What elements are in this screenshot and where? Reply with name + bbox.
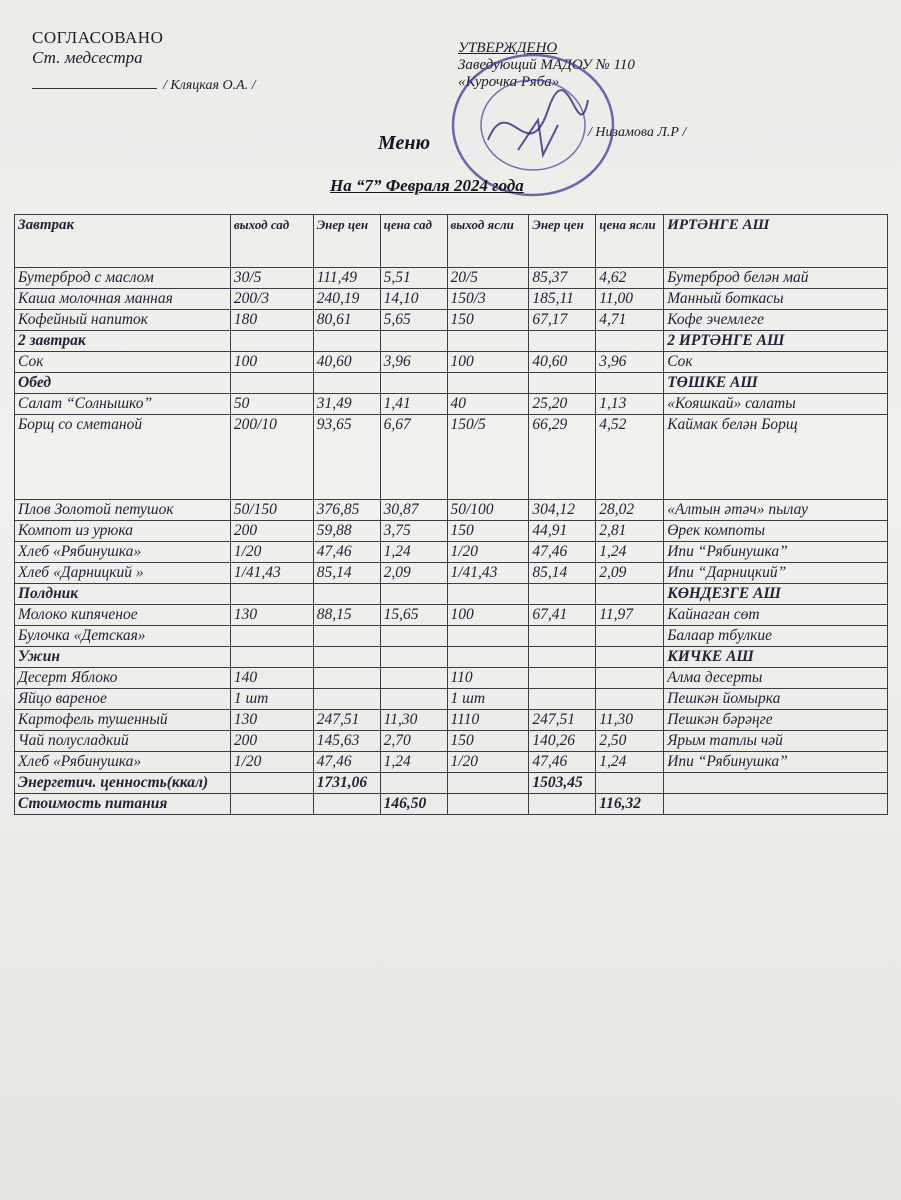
dish-name-tatar: ТӨШКЕ АШ: [664, 373, 888, 394]
table-row: [15, 394, 888, 415]
energy-yasli: [529, 668, 596, 689]
dish-name-tatar: [664, 794, 888, 815]
energy-yasli: [529, 331, 596, 352]
output-yasli: 50/100: [447, 500, 529, 521]
price-yasli: 2,81: [596, 521, 664, 542]
price-yasli: [596, 647, 664, 668]
price-sad: 5,51: [380, 268, 447, 289]
output-yasli: [447, 773, 529, 794]
menu-title: Меню: [378, 132, 431, 154]
agreed-label: СОГЛАСОВАНО: [32, 28, 164, 47]
price-sad: 2,70: [380, 731, 447, 752]
output-yasli: 1110: [447, 710, 529, 731]
head-name: / Низамова Л.Р /: [588, 125, 687, 140]
output-yasli: [447, 373, 529, 394]
dish-name: Чай полусладкий: [15, 731, 231, 752]
price-yasli: [596, 626, 664, 647]
dish-name: Каша молочная манная: [15, 289, 231, 310]
col-header-breakfast: Завтрак: [15, 215, 231, 268]
price-sad: [380, 373, 447, 394]
price-yasli: 116,32: [596, 794, 664, 815]
dish-name-tatar: Пешкән бәрәңге: [664, 710, 888, 731]
price-yasli: 2,09: [596, 563, 664, 584]
energy-sad: [313, 668, 380, 689]
table-row: [15, 289, 888, 310]
output-yasli: 1/20: [447, 542, 529, 563]
col-header-out-yasli: выход ясли: [447, 215, 529, 268]
section-row: [15, 647, 888, 668]
output-yasli: 150/3: [447, 289, 529, 310]
output-yasli: 150/5: [447, 415, 529, 500]
output-yasli: 150: [447, 310, 529, 331]
dish-name-tatar: Кофе эчемлеге: [664, 310, 888, 331]
energy-yasli: [529, 689, 596, 710]
price-yasli: [596, 584, 664, 605]
energy-sad: 247,51: [313, 710, 380, 731]
energy-sad: 376,85: [313, 500, 380, 521]
output-sad: 200/3: [230, 289, 313, 310]
dish-name-tatar: Ярым татлы чәй: [664, 731, 888, 752]
output-sad: 130: [230, 605, 313, 626]
price-yasli: [596, 373, 664, 394]
output-yasli: 1/20: [447, 752, 529, 773]
table-row: [15, 521, 888, 542]
dish-name: Хлеб «Рябинушка»: [15, 542, 231, 563]
energy-yasli: 185,11: [529, 289, 596, 310]
price-sad: [380, 689, 447, 710]
price-yasli: [596, 331, 664, 352]
dish-name-tatar: Ипи “Рябинушка”: [664, 752, 888, 773]
dish-name: Ужин: [15, 647, 231, 668]
col-header-price-yasli: цена ясли: [596, 215, 664, 268]
table-row: [15, 563, 888, 584]
output-yasli: 1/41,43: [447, 563, 529, 584]
approved-label: УТВЕРЖДЕНО: [458, 40, 558, 56]
energy-sad: [313, 584, 380, 605]
price-sad: 3,75: [380, 521, 447, 542]
price-yasli: 11,30: [596, 710, 664, 731]
output-sad: [230, 647, 313, 668]
energy-sad: 1731,06: [313, 773, 380, 794]
table-row: [15, 689, 888, 710]
output-sad: [230, 331, 313, 352]
dish-name-tatar: Сок: [664, 352, 888, 373]
energy-yasli: 40,60: [529, 352, 596, 373]
energy-yasli: 25,20: [529, 394, 596, 415]
price-yasli: 1,13: [596, 394, 664, 415]
dish-name-tatar: Каймак белән Борщ: [664, 415, 888, 500]
price-sad: 5,65: [380, 310, 447, 331]
output-yasli: [447, 647, 529, 668]
agreement-block: [32, 28, 256, 94]
table-row: [15, 710, 888, 731]
table-row: [15, 731, 888, 752]
output-yasli: 100: [447, 605, 529, 626]
table-row: [15, 542, 888, 563]
dish-name: Полдник: [15, 584, 231, 605]
col-header-energy-sad: Энер цен: [313, 215, 380, 268]
output-sad: [230, 584, 313, 605]
dish-name-tatar: «Алтын әтәч» пылау: [664, 500, 888, 521]
energy-sad: [313, 373, 380, 394]
table-header-row: [15, 215, 888, 268]
energy-sad: 85,14: [313, 563, 380, 584]
output-sad: [230, 626, 313, 647]
price-yasli: 2,50: [596, 731, 664, 752]
price-yasli: 3,96: [596, 352, 664, 373]
output-sad: [230, 373, 313, 394]
output-yasli: 100: [447, 352, 529, 373]
energy-sad: 59,88: [313, 521, 380, 542]
table-row: [15, 605, 888, 626]
section-row: [15, 373, 888, 394]
price-sad: 14,10: [380, 289, 447, 310]
energy-sad: [313, 689, 380, 710]
table-row: [15, 500, 888, 521]
dish-name: Молоко кипяченое: [15, 605, 231, 626]
energy-yasli: 247,51: [529, 710, 596, 731]
price-yasli: 4,71: [596, 310, 664, 331]
dish-name: Борщ со сметаной: [15, 415, 231, 500]
output-sad: 30/5: [230, 268, 313, 289]
energy-sad: 40,60: [313, 352, 380, 373]
output-yasli: [447, 794, 529, 815]
energy-yasli: 66,29: [529, 415, 596, 500]
signature-line: [32, 88, 157, 89]
total-row: [15, 794, 888, 815]
output-sad: [230, 773, 313, 794]
dish-name-tatar: Бутерброд белән май: [664, 268, 888, 289]
price-sad: 30,87: [380, 500, 447, 521]
nurse-signature-line: [32, 78, 256, 94]
output-yasli: 1 шт: [447, 689, 529, 710]
energy-yasli: 85,37: [529, 268, 596, 289]
energy-sad: 80,61: [313, 310, 380, 331]
price-sad: 11,30: [380, 710, 447, 731]
table-row: [15, 352, 888, 373]
table-row: [15, 268, 888, 289]
menu-table-body: [15, 215, 888, 815]
output-sad: 140: [230, 668, 313, 689]
price-yasli: 1,24: [596, 752, 664, 773]
energy-sad: 47,46: [313, 542, 380, 563]
dish-name: Сок: [15, 352, 231, 373]
dish-name-tatar: Балаар тбулкие: [664, 626, 888, 647]
energy-yasli: 47,46: [529, 752, 596, 773]
energy-sad: 93,65: [313, 415, 380, 500]
output-sad: 200: [230, 521, 313, 542]
table-row: [15, 752, 888, 773]
energy-yasli: 47,46: [529, 542, 596, 563]
output-yasli: [447, 584, 529, 605]
energy-sad: 111,49: [313, 268, 380, 289]
output-sad: 50: [230, 394, 313, 415]
output-sad: 130: [230, 710, 313, 731]
price-yasli: [596, 773, 664, 794]
kindergarten-name: «Курочка Ряба»: [458, 74, 560, 90]
energy-yasli: 67,17: [529, 310, 596, 331]
output-sad: 200/10: [230, 415, 313, 500]
energy-sad: 145,63: [313, 731, 380, 752]
dish-name: Яйцо вареное: [15, 689, 231, 710]
output-sad: 1/20: [230, 752, 313, 773]
energy-yasli: [529, 647, 596, 668]
output-yasli: 40: [447, 394, 529, 415]
section-row: [15, 331, 888, 352]
price-sad: 146,50: [380, 794, 447, 815]
output-yasli: 150: [447, 731, 529, 752]
output-yasli: 150: [447, 521, 529, 542]
price-yasli: [596, 689, 664, 710]
energy-yasli: 140,26: [529, 731, 596, 752]
dish-name-tatar: Кайнаган сөт: [664, 605, 888, 626]
output-yasli: 110: [447, 668, 529, 689]
dish-name: Картофель тушенный: [15, 710, 231, 731]
col-header-out-sad: выход сад: [230, 215, 313, 268]
price-sad: 2,09: [380, 563, 447, 584]
dish-name: Булочка «Детская»: [15, 626, 231, 647]
energy-yasli: [529, 626, 596, 647]
output-sad: 180: [230, 310, 313, 331]
dish-name: Обед: [15, 373, 231, 394]
head-role: Заведующий МАДОУ № 110: [458, 57, 635, 73]
col-header-energy-yasli: Энер цен: [529, 215, 596, 268]
dish-name-tatar: Манный боткасы: [664, 289, 888, 310]
output-sad: 1/20: [230, 542, 313, 563]
dish-name-tatar: Ипи “Рябинушка”: [664, 542, 888, 563]
dish-name: Салат “Солнышко”: [15, 394, 231, 415]
price-yasli: 11,97: [596, 605, 664, 626]
price-yasli: 11,00: [596, 289, 664, 310]
dish-name-tatar: Өрек компоты: [664, 521, 888, 542]
dish-name-tatar: Ипи “Дарницкий”: [664, 563, 888, 584]
menu-table: [14, 214, 888, 815]
total-row: [15, 773, 888, 794]
energy-yasli: 44,91: [529, 521, 596, 542]
price-sad: [380, 626, 447, 647]
energy-yasli: [529, 794, 596, 815]
energy-yasli: [529, 584, 596, 605]
price-yasli: 28,02: [596, 500, 664, 521]
price-sad: [380, 584, 447, 605]
dish-name-tatar: Пешкән йомырка: [664, 689, 888, 710]
energy-sad: [313, 626, 380, 647]
dish-name-tatar: «Кояшкай» салаты: [664, 394, 888, 415]
table-row: [15, 310, 888, 331]
energy-yasli: 67,41: [529, 605, 596, 626]
col-header-tatar: ИРТӘНГЕ АШ: [664, 215, 888, 268]
energy-sad: [313, 647, 380, 668]
nurse-name: / Кляцкая О.А. /: [163, 78, 256, 93]
output-sad: 100: [230, 352, 313, 373]
energy-yasli: 1503,45: [529, 773, 596, 794]
section-row: [15, 584, 888, 605]
dish-name: Компот из урюка: [15, 521, 231, 542]
dish-name-tatar: [664, 773, 888, 794]
price-sad: 1,24: [380, 542, 447, 563]
price-sad: [380, 668, 447, 689]
energy-sad: 88,15: [313, 605, 380, 626]
energy-sad: [313, 794, 380, 815]
col-header-price-sad: цена сад: [380, 215, 447, 268]
nurse-role: Ст. медсестра: [32, 48, 143, 67]
table-row: [15, 668, 888, 689]
energy-sad: [313, 331, 380, 352]
price-sad: 6,67: [380, 415, 447, 500]
output-yasli: [447, 626, 529, 647]
dish-name: Бутерброд с маслом: [15, 268, 231, 289]
dish-name-tatar: Алма десерты: [664, 668, 888, 689]
output-sad: 200: [230, 731, 313, 752]
dish-name: Кофейный напиток: [15, 310, 231, 331]
table-row: [15, 415, 888, 500]
energy-sad: 31,49: [313, 394, 380, 415]
price-yasli: 4,52: [596, 415, 664, 500]
output-sad: 1/41,43: [230, 563, 313, 584]
dish-name: Стоимость питания: [15, 794, 231, 815]
dish-name: Энергетич. ценность(ккал): [15, 773, 231, 794]
dish-name: Плов Золотой петушок: [15, 500, 231, 521]
output-yasli: 20/5: [447, 268, 529, 289]
output-sad: 1 шт: [230, 689, 313, 710]
price-sad: 1,24: [380, 752, 447, 773]
price-sad: 1,41: [380, 394, 447, 415]
dish-name: Хлеб «Дарницкий »: [15, 563, 231, 584]
energy-yasli: [529, 373, 596, 394]
price-sad: [380, 647, 447, 668]
dish-name-tatar: КӨНДЕЗГЕ АШ: [664, 584, 888, 605]
output-sad: [230, 794, 313, 815]
table-row: [15, 626, 888, 647]
price-sad: 3,96: [380, 352, 447, 373]
energy-sad: 240,19: [313, 289, 380, 310]
output-yasli: [447, 331, 529, 352]
price-yasli: [596, 668, 664, 689]
energy-yasli: 304,12: [529, 500, 596, 521]
output-sad: 50/150: [230, 500, 313, 521]
dish-name-tatar: 2 ИРТӘНГЕ АШ: [664, 331, 888, 352]
menu-date: На “7” Февраля 2024 года: [330, 176, 524, 195]
energy-sad: 47,46: [313, 752, 380, 773]
price-sad: [380, 331, 447, 352]
dish-name: 2 завтрак: [15, 331, 231, 352]
price-sad: 15,65: [380, 605, 447, 626]
dish-name: Десерт Яблоко: [15, 668, 231, 689]
energy-yasli: 85,14: [529, 563, 596, 584]
price-sad: [380, 773, 447, 794]
price-yasli: 4,62: [596, 268, 664, 289]
price-yasli: 1,24: [596, 542, 664, 563]
dish-name-tatar: КИЧКЕ АШ: [664, 647, 888, 668]
dish-name: Хлеб «Рябинушка»: [15, 752, 231, 773]
